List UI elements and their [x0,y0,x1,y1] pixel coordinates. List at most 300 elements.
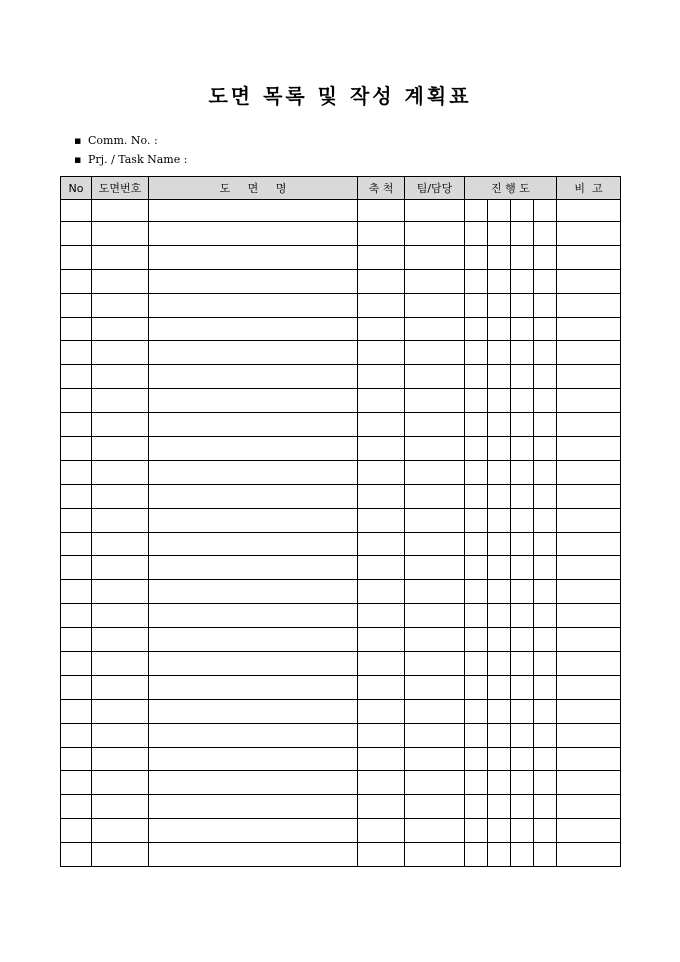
cell-progress [511,484,534,508]
cell-progress [511,293,534,317]
cell-progress [534,771,557,795]
table-header-row [61,177,621,200]
cell-progress [465,245,488,269]
cell-remarks [557,795,621,819]
cell-remarks [557,699,621,723]
cell-progress [534,200,557,222]
cell-scale [358,222,405,246]
cell-progress [511,245,534,269]
cell-drawing-number [92,365,149,389]
cell-scale [358,819,405,843]
cell-no [61,365,92,389]
cell-progress [488,413,511,437]
cell-team [405,413,465,437]
cell-progress [465,580,488,604]
cell-scale [358,341,405,365]
cell-progress [488,317,511,341]
cell-drawing-number [92,341,149,365]
cell-drawing-number [92,460,149,484]
table-row [61,245,621,269]
cell-team [405,795,465,819]
cell-progress [488,771,511,795]
cell-progress [465,200,488,222]
cell-progress [534,580,557,604]
cell-team [405,341,465,365]
bullet-icon: ▪ [74,153,82,166]
cell-no [61,200,92,222]
cell-scale [358,604,405,628]
cell-progress [465,532,488,556]
cell-team [405,747,465,771]
cell-progress [465,628,488,652]
cell-team [405,460,465,484]
cell-drawing-name [149,652,358,676]
cell-progress [511,532,534,556]
cell-drawing-number [92,699,149,723]
cell-progress [488,604,511,628]
cell-progress [534,341,557,365]
cell-drawing-name [149,293,358,317]
cell-progress [465,843,488,867]
header-drawing-number: 도면번호 [92,177,149,200]
cell-remarks [557,652,621,676]
cell-remarks [557,675,621,699]
cell-drawing-number [92,532,149,556]
task-name-line [74,153,187,167]
table-row [61,508,621,532]
cell-no [61,675,92,699]
cell-scale [358,628,405,652]
cell-team [405,723,465,747]
cell-remarks [557,437,621,461]
bullet-icon: ▪ [74,134,82,147]
table-row [61,604,621,628]
cell-no [61,532,92,556]
cell-progress [465,460,488,484]
cell-drawing-number [92,556,149,580]
table-row [61,556,621,580]
cell-drawing-number [92,795,149,819]
cell-no [61,389,92,413]
table-row [61,795,621,819]
cell-team [405,222,465,246]
table-row [61,484,621,508]
cell-drawing-name [149,843,358,867]
cell-no [61,245,92,269]
cell-progress [488,795,511,819]
cell-progress [534,413,557,437]
cell-drawing-name [149,200,358,222]
cell-scale [358,580,405,604]
cell-team [405,293,465,317]
cell-drawing-number [92,293,149,317]
cell-progress [488,580,511,604]
cell-progress [511,341,534,365]
table-row [61,437,621,461]
cell-scale [358,508,405,532]
table-row [61,843,621,867]
cell-progress [488,460,511,484]
cell-progress [511,317,534,341]
cell-drawing-name [149,317,358,341]
cell-progress [534,628,557,652]
cell-team [405,675,465,699]
cell-progress [465,508,488,532]
cell-scale [358,293,405,317]
cell-no [61,843,92,867]
cell-progress [511,200,534,222]
cell-progress [488,652,511,676]
cell-remarks [557,819,621,843]
cell-drawing-name [149,341,358,365]
cell-progress [488,819,511,843]
cell-progress [465,484,488,508]
cell-progress [488,437,511,461]
cell-progress [488,365,511,389]
cell-progress [511,771,534,795]
cell-no [61,580,92,604]
cell-team [405,628,465,652]
cell-progress [534,317,557,341]
table-body [61,200,621,867]
cell-remarks [557,723,621,747]
cell-remarks [557,843,621,867]
cell-progress [511,365,534,389]
cell-scale [358,747,405,771]
cell-scale [358,699,405,723]
cell-scale [358,269,405,293]
cell-progress [465,675,488,699]
cell-progress [465,795,488,819]
cell-remarks [557,341,621,365]
cell-drawing-number [92,245,149,269]
cell-progress [511,460,534,484]
cell-drawing-number [92,413,149,437]
cell-progress [534,437,557,461]
cell-remarks [557,747,621,771]
cell-progress [511,652,534,676]
table-row [61,293,621,317]
cell-no [61,413,92,437]
cell-progress [465,652,488,676]
cell-team [405,365,465,389]
cell-progress [488,699,511,723]
table-row [61,413,621,437]
cell-progress [511,222,534,246]
cell-progress [511,580,534,604]
cell-progress [511,819,534,843]
cell-team [405,819,465,843]
cell-scale [358,795,405,819]
cell-team [405,771,465,795]
cell-drawing-number [92,200,149,222]
cell-no [61,819,92,843]
cell-scale [358,413,405,437]
header-scale: 축 척 [358,177,405,200]
cell-drawing-name [149,819,358,843]
cell-progress [488,843,511,867]
cell-no [61,437,92,461]
cell-progress [488,341,511,365]
cell-drawing-number [92,747,149,771]
cell-progress [465,604,488,628]
table-row [61,200,621,222]
cell-team [405,437,465,461]
cell-progress [488,532,511,556]
cell-no [61,341,92,365]
cell-progress [511,389,534,413]
cell-remarks [557,580,621,604]
cell-progress [511,508,534,532]
cell-progress [488,389,511,413]
cell-remarks [557,508,621,532]
cell-drawing-name [149,484,358,508]
cell-team [405,843,465,867]
cell-no [61,652,92,676]
cell-team [405,699,465,723]
cell-progress [465,699,488,723]
table-row [61,317,621,341]
cell-team [405,200,465,222]
cell-progress [534,699,557,723]
cell-progress [534,556,557,580]
header-progress: 진 행 도 [465,177,557,200]
cell-progress [488,675,511,699]
cell-scale [358,460,405,484]
cell-drawing-name [149,269,358,293]
cell-drawing-name [149,222,358,246]
cell-progress [534,293,557,317]
cell-progress [465,556,488,580]
cell-progress [534,222,557,246]
cell-remarks [557,200,621,222]
cell-progress [511,413,534,437]
cell-team [405,317,465,341]
cell-team [405,532,465,556]
cell-progress [488,269,511,293]
cell-progress [534,484,557,508]
cell-scale [358,675,405,699]
cell-progress [465,365,488,389]
cell-drawing-name [149,771,358,795]
cell-progress [488,508,511,532]
cell-drawing-number [92,723,149,747]
cell-progress [488,222,511,246]
cell-progress [465,723,488,747]
cell-remarks [557,556,621,580]
cell-no [61,747,92,771]
cell-team [405,604,465,628]
cell-scale [358,200,405,222]
cell-scale [358,532,405,556]
table-row [61,532,621,556]
cell-progress [465,222,488,246]
cell-remarks [557,532,621,556]
cell-drawing-number [92,819,149,843]
cell-drawing-number [92,317,149,341]
cell-drawing-number [92,675,149,699]
cell-remarks [557,604,621,628]
cell-no [61,699,92,723]
cell-team [405,580,465,604]
cell-progress [488,484,511,508]
cell-progress [488,723,511,747]
header-no: No [61,177,92,200]
cell-drawing-name [149,628,358,652]
cell-progress [511,556,534,580]
cell-no [61,604,92,628]
cell-progress [534,723,557,747]
table-row [61,747,621,771]
cell-progress [511,699,534,723]
cell-progress [534,245,557,269]
cell-team [405,652,465,676]
cell-remarks [557,293,621,317]
cell-scale [358,652,405,676]
cell-drawing-number [92,628,149,652]
cell-drawing-name [149,508,358,532]
cell-progress [511,628,534,652]
cell-progress [488,245,511,269]
cell-drawing-number [92,604,149,628]
cell-scale [358,556,405,580]
cell-drawing-name [149,532,358,556]
cell-scale [358,365,405,389]
cell-remarks [557,771,621,795]
cell-progress [534,269,557,293]
cell-progress [511,795,534,819]
cell-progress [534,389,557,413]
cell-team [405,245,465,269]
table-row [61,389,621,413]
cell-no [61,269,92,293]
cell-drawing-number [92,484,149,508]
cell-drawing-name [149,245,358,269]
cell-progress [534,843,557,867]
cell-no [61,628,92,652]
cell-progress [511,723,534,747]
cell-remarks [557,269,621,293]
cell-progress [511,843,534,867]
cell-progress [465,341,488,365]
cell-drawing-number [92,437,149,461]
cell-team [405,508,465,532]
cell-remarks [557,628,621,652]
cell-no [61,484,92,508]
cell-scale [358,771,405,795]
cell-progress [465,389,488,413]
header-drawing-name: 도 면 명 [149,177,358,200]
cell-remarks [557,222,621,246]
table-row [61,652,621,676]
comm-no-line [74,134,158,148]
cell-no [61,460,92,484]
cell-progress [465,413,488,437]
cell-progress [534,508,557,532]
table-row [61,771,621,795]
cell-remarks [557,245,621,269]
cell-progress [488,556,511,580]
cell-progress [534,819,557,843]
cell-drawing-name [149,556,358,580]
cell-scale [358,317,405,341]
cell-remarks [557,413,621,437]
cell-drawing-number [92,652,149,676]
cell-progress [488,200,511,222]
cell-progress [511,269,534,293]
cell-drawing-number [92,508,149,532]
cell-no [61,795,92,819]
cell-progress [511,604,534,628]
cell-drawing-number [92,580,149,604]
drawing-list-table [60,176,621,867]
cell-progress [534,652,557,676]
cell-scale [358,389,405,413]
cell-drawing-name [149,699,358,723]
cell-progress [488,628,511,652]
cell-progress [534,747,557,771]
cell-drawing-name [149,675,358,699]
cell-progress [465,437,488,461]
cell-drawing-name [149,604,358,628]
cell-progress [534,604,557,628]
table-row [61,365,621,389]
task-name-label: Prj. / Task Name : [88,153,188,166]
cell-progress [511,675,534,699]
cell-progress [465,293,488,317]
cell-progress [511,437,534,461]
table-row [61,699,621,723]
cell-progress [534,795,557,819]
cell-drawing-name [149,723,358,747]
cell-no [61,556,92,580]
table-row [61,819,621,843]
cell-drawing-name [149,413,358,437]
table-row [61,460,621,484]
table-row [61,675,621,699]
cell-progress [511,747,534,771]
cell-scale [358,245,405,269]
cell-drawing-name [149,365,358,389]
cell-progress [465,317,488,341]
cell-scale [358,484,405,508]
cell-drawing-number [92,771,149,795]
cell-no [61,222,92,246]
cell-progress [534,365,557,389]
table-row [61,269,621,293]
table-row [61,580,621,604]
table-row [61,628,621,652]
table-row [61,723,621,747]
cell-drawing-number [92,222,149,246]
cell-progress [465,819,488,843]
cell-drawing-name [149,747,358,771]
cell-scale [358,723,405,747]
cell-remarks [557,365,621,389]
cell-team [405,484,465,508]
header-remarks: 비 고 [557,177,621,200]
table-row [61,341,621,365]
cell-team [405,269,465,293]
cell-drawing-name [149,437,358,461]
cell-progress [534,532,557,556]
header-team: 팀/담당 [405,177,465,200]
cell-no [61,771,92,795]
cell-no [61,508,92,532]
cell-progress [534,675,557,699]
cell-remarks [557,460,621,484]
cell-drawing-number [92,389,149,413]
